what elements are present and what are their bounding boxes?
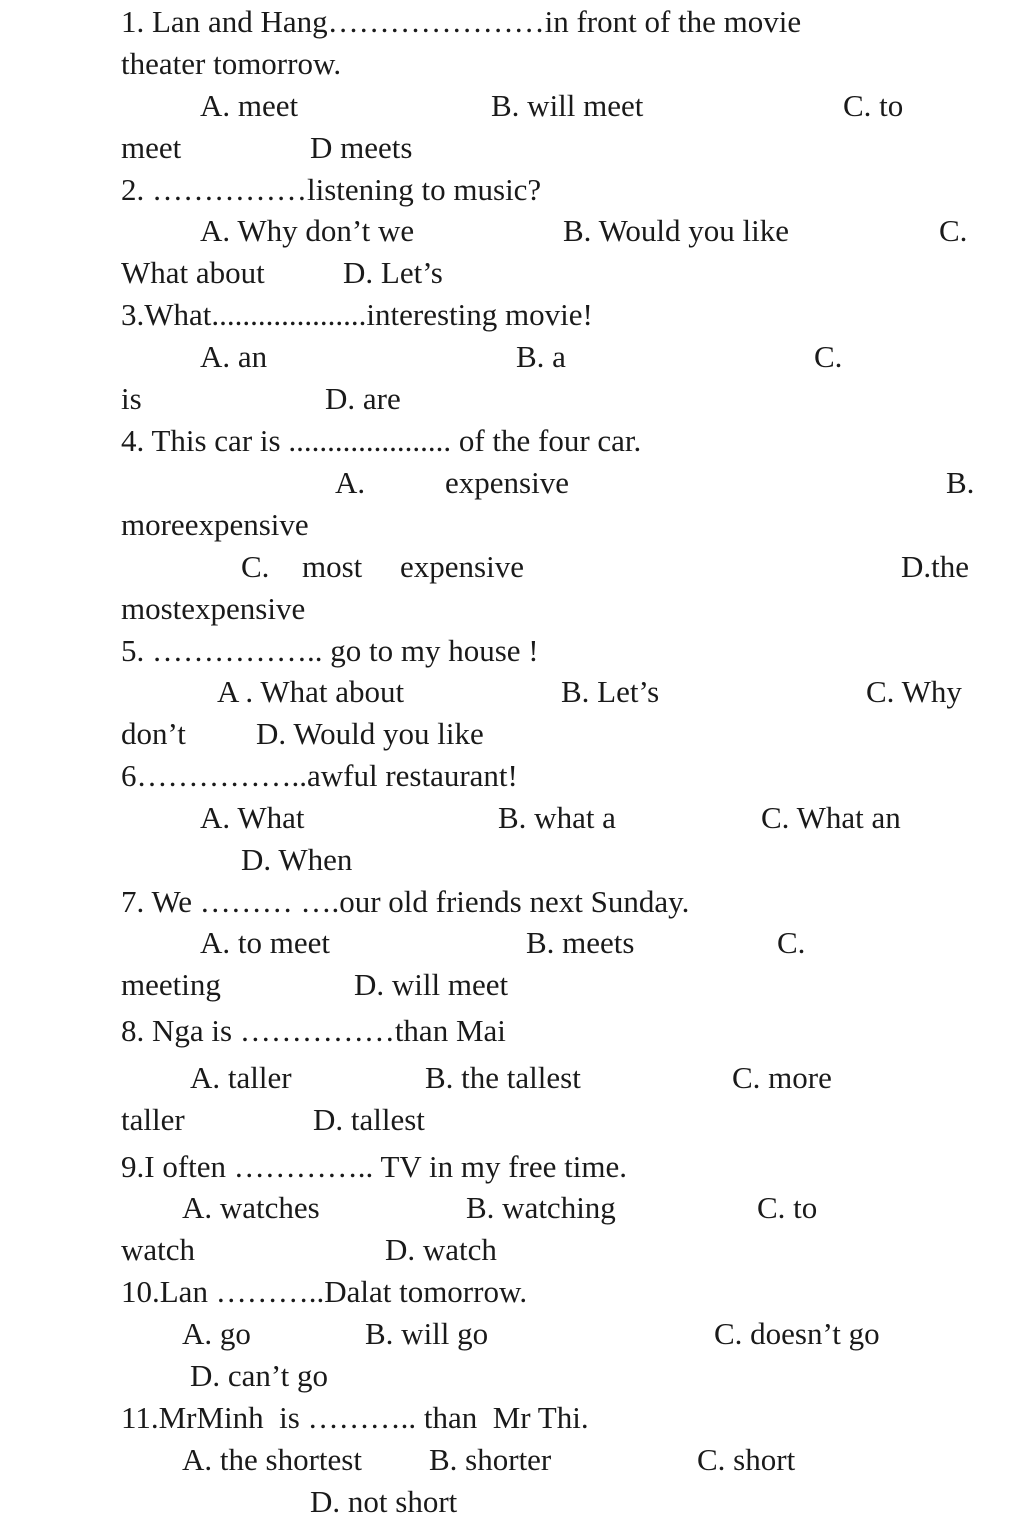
q9-stem: 9.I often ………….. TV in my free time. — [121, 1149, 627, 1184]
q4-option-d-part1: D.the — [901, 549, 970, 584]
q8-option-c-part2: taller — [121, 1102, 185, 1137]
q9-option-d: D. watch — [385, 1232, 497, 1267]
q5-option-c-part1: C. Why — [866, 674, 962, 709]
q3-option-b: B. a — [516, 339, 566, 374]
q5-stem: 5. …………….. go to my house ! — [121, 633, 539, 668]
q6-stem: 6……………..awful restaurant! — [121, 758, 518, 793]
q7-option-c-part2: meeting — [121, 967, 221, 1002]
q2-option-c-part1: C. — [939, 213, 968, 248]
q8-option-a: A. taller — [190, 1060, 292, 1095]
q6-option-b: B. what a — [498, 800, 616, 835]
q4-option-c-word2: expensive — [400, 549, 524, 584]
q1-option-c-part1: C. to — [843, 88, 904, 123]
q4-option-b-letter: B. — [946, 465, 975, 500]
q10-option-a: A. go — [182, 1316, 251, 1351]
q5-option-d: D. Would you like — [256, 716, 484, 751]
q11-option-c: C. short — [697, 1442, 796, 1477]
q10-option-b: B. will go — [365, 1316, 489, 1351]
q8-option-b: B. the tallest — [425, 1060, 581, 1095]
q3-option-c-part2: is — [121, 381, 142, 416]
q9-option-c-part2: watch — [121, 1232, 196, 1267]
q4-option-a-letter: A. — [335, 465, 366, 500]
q4-option-a-word: expensive — [445, 465, 569, 500]
q1-option-b: B. will meet — [491, 88, 644, 123]
q9-option-a: A. watches — [182, 1190, 320, 1225]
q4-option-b-word: moreexpensive — [121, 507, 309, 542]
q7-stem: 7. We ……… ….our old friends next Sunday. — [121, 884, 690, 919]
q2-option-d: D. Let’s — [343, 255, 443, 290]
q10-stem: 10.Lan ………..Dalat tomorrow. — [121, 1274, 528, 1309]
q3-option-a: A. an — [200, 339, 268, 374]
q11-stem: 11.MrMinh is ……….. than Mr Thi. — [121, 1400, 589, 1435]
q4-stem: 4. This car is ..................... of the four car. — [121, 423, 642, 458]
q8-stem: 8. Nga is ……………than Mai — [121, 1013, 506, 1048]
q6-option-a: A. What — [200, 800, 305, 835]
q2-option-c-part2: What about — [121, 255, 265, 290]
q1-option-a: A. meet — [200, 88, 299, 123]
q3-option-c-part1: C. — [814, 339, 843, 374]
q5-option-b: B. Let’s — [561, 674, 660, 709]
q9-option-c-part1: C. to — [757, 1190, 818, 1225]
q9-option-b: B. watching — [466, 1190, 616, 1225]
q2-option-a: A. Why don’t we — [200, 213, 415, 248]
q5-option-c-part2: don’t — [121, 716, 186, 751]
q7-option-a: A. to meet — [200, 925, 330, 960]
q1-stem-line2: theater tomorrow. — [121, 46, 342, 81]
q2-stem: 2. ……………listening to music? — [121, 172, 542, 207]
q1-option-d: D meets — [310, 130, 413, 165]
q10-option-c: C. doesn’t go — [714, 1316, 880, 1351]
q6-option-d: D. When — [241, 842, 353, 877]
q7-option-d: D. will meet — [354, 967, 509, 1002]
q2-option-b: B. Would you like — [563, 213, 789, 248]
q8-option-c-part1: C. more — [732, 1060, 832, 1095]
q6-option-c: C. What an — [761, 800, 901, 835]
q1-stem-line1: 1. Lan and Hang…………………in front of the movie — [121, 4, 802, 39]
q3-stem: 3.What....................interesting movie! — [121, 297, 593, 332]
q1-option-c-part2: meet — [121, 130, 182, 165]
q4-option-c-letter: C. — [241, 549, 270, 584]
q11-option-d: D. not short — [310, 1484, 458, 1519]
q7-option-c-part1: C. — [777, 925, 806, 960]
q4-option-c-word1: most — [302, 549, 363, 584]
q10-option-d: D. can’t go — [190, 1358, 329, 1393]
q11-option-b: B. shorter — [429, 1442, 552, 1477]
q7-option-b: B. meets — [526, 925, 635, 960]
q8-option-d: D. tallest — [313, 1102, 425, 1137]
q11-option-a: A. the shortest — [182, 1442, 362, 1477]
q4-option-d-part2: mostexpensive — [121, 591, 306, 626]
q5-option-a: A . What about — [217, 674, 405, 709]
q3-option-d: D. are — [325, 381, 401, 416]
